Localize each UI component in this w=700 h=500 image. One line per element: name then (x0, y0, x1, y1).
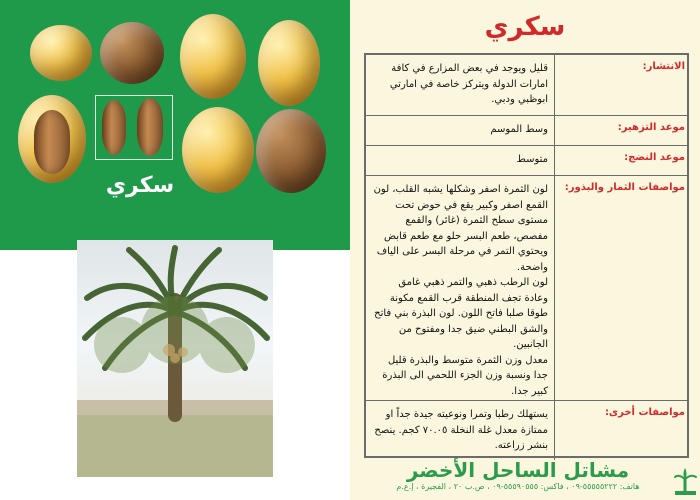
palm-photo (77, 240, 273, 477)
table-cell-key: مواصفات أخرى: (604, 407, 685, 418)
fruits-green-panel (0, 0, 350, 250)
characteristics-table (364, 53, 689, 458)
table-cell-value: وسط الموسم (366, 116, 555, 145)
fruit-image (100, 22, 164, 84)
footer (350, 458, 700, 500)
company-name: مشاتل الساحل الأخضر (406, 458, 630, 482)
table-cell-key: مواصفات الثمار والبذور: (564, 182, 685, 193)
seed-image (34, 110, 70, 174)
table-row (366, 400, 687, 460)
table-cell-value: لون الثمرة اصفر وشكلها يشبه القلب، لون القمع اصفر وكبير يقع في حوض تحت مستوى سطح الثمرة (غائر) والقمع مفصص، طعم البسر حلو مع طعم قابض ويحتوي التمر في مرحلة البسر على الياف واضحة. لون الرطب ذهبي والتمر ذهبي غامق وعادة تجف المنطقة قرب القمع مكونة طوقا صلبا فاتح اللون. لون البذرة بني فاتح والشق البطني ضيق جدا ومفتوح من الجانبين. معدل وزن الثمرة متوسط والبذرة قليل جدا ونسبة وزن الجزء اللحمي الى البذرة كبير جدا. (366, 176, 555, 400)
contact-info: هاتف: ٥٥٥٥٥٢٢٢-٠٩ ، فاكس: ٥٥٥٩٠٥٥٥-٠٩ ، ص.ب ٢٠ ، الفجيرة ، إ.ع.م (396, 482, 640, 491)
table-cell-value: قليل ويوجد في بعض المزارع في كافة امارات الدولة ويتركز خاصة في امارتي ابوظبي ودبي. (366, 55, 555, 115)
fruit-image (256, 109, 326, 193)
page-title: سكري (484, 12, 566, 42)
table-cell-key: موعد التزهير: (617, 122, 685, 133)
table-cell-key: موعد النضج: (624, 152, 685, 163)
seed-image (102, 100, 126, 155)
fruit-image (30, 25, 92, 81)
palm-tree-illustration (77, 240, 273, 477)
variety-label: سكري (105, 173, 175, 198)
table-row (366, 55, 687, 115)
table-row (366, 115, 687, 145)
table-row (366, 175, 687, 400)
seed-image (137, 98, 163, 156)
table-cell-key: الانتشار: (642, 61, 685, 72)
table-cell-value: يستهلك رطبا وتمرا ونوعيته جيدة جداً او ممتازة معدل غلة النخلة ٧٠.٠٥ كجم. ينصح بنشر زراعته. (366, 401, 555, 460)
fruit-image (258, 20, 320, 106)
table-cell-value: متوسط (366, 146, 555, 175)
fruit-image (180, 14, 246, 99)
table-row (366, 145, 687, 175)
dpid-logo (673, 465, 698, 497)
